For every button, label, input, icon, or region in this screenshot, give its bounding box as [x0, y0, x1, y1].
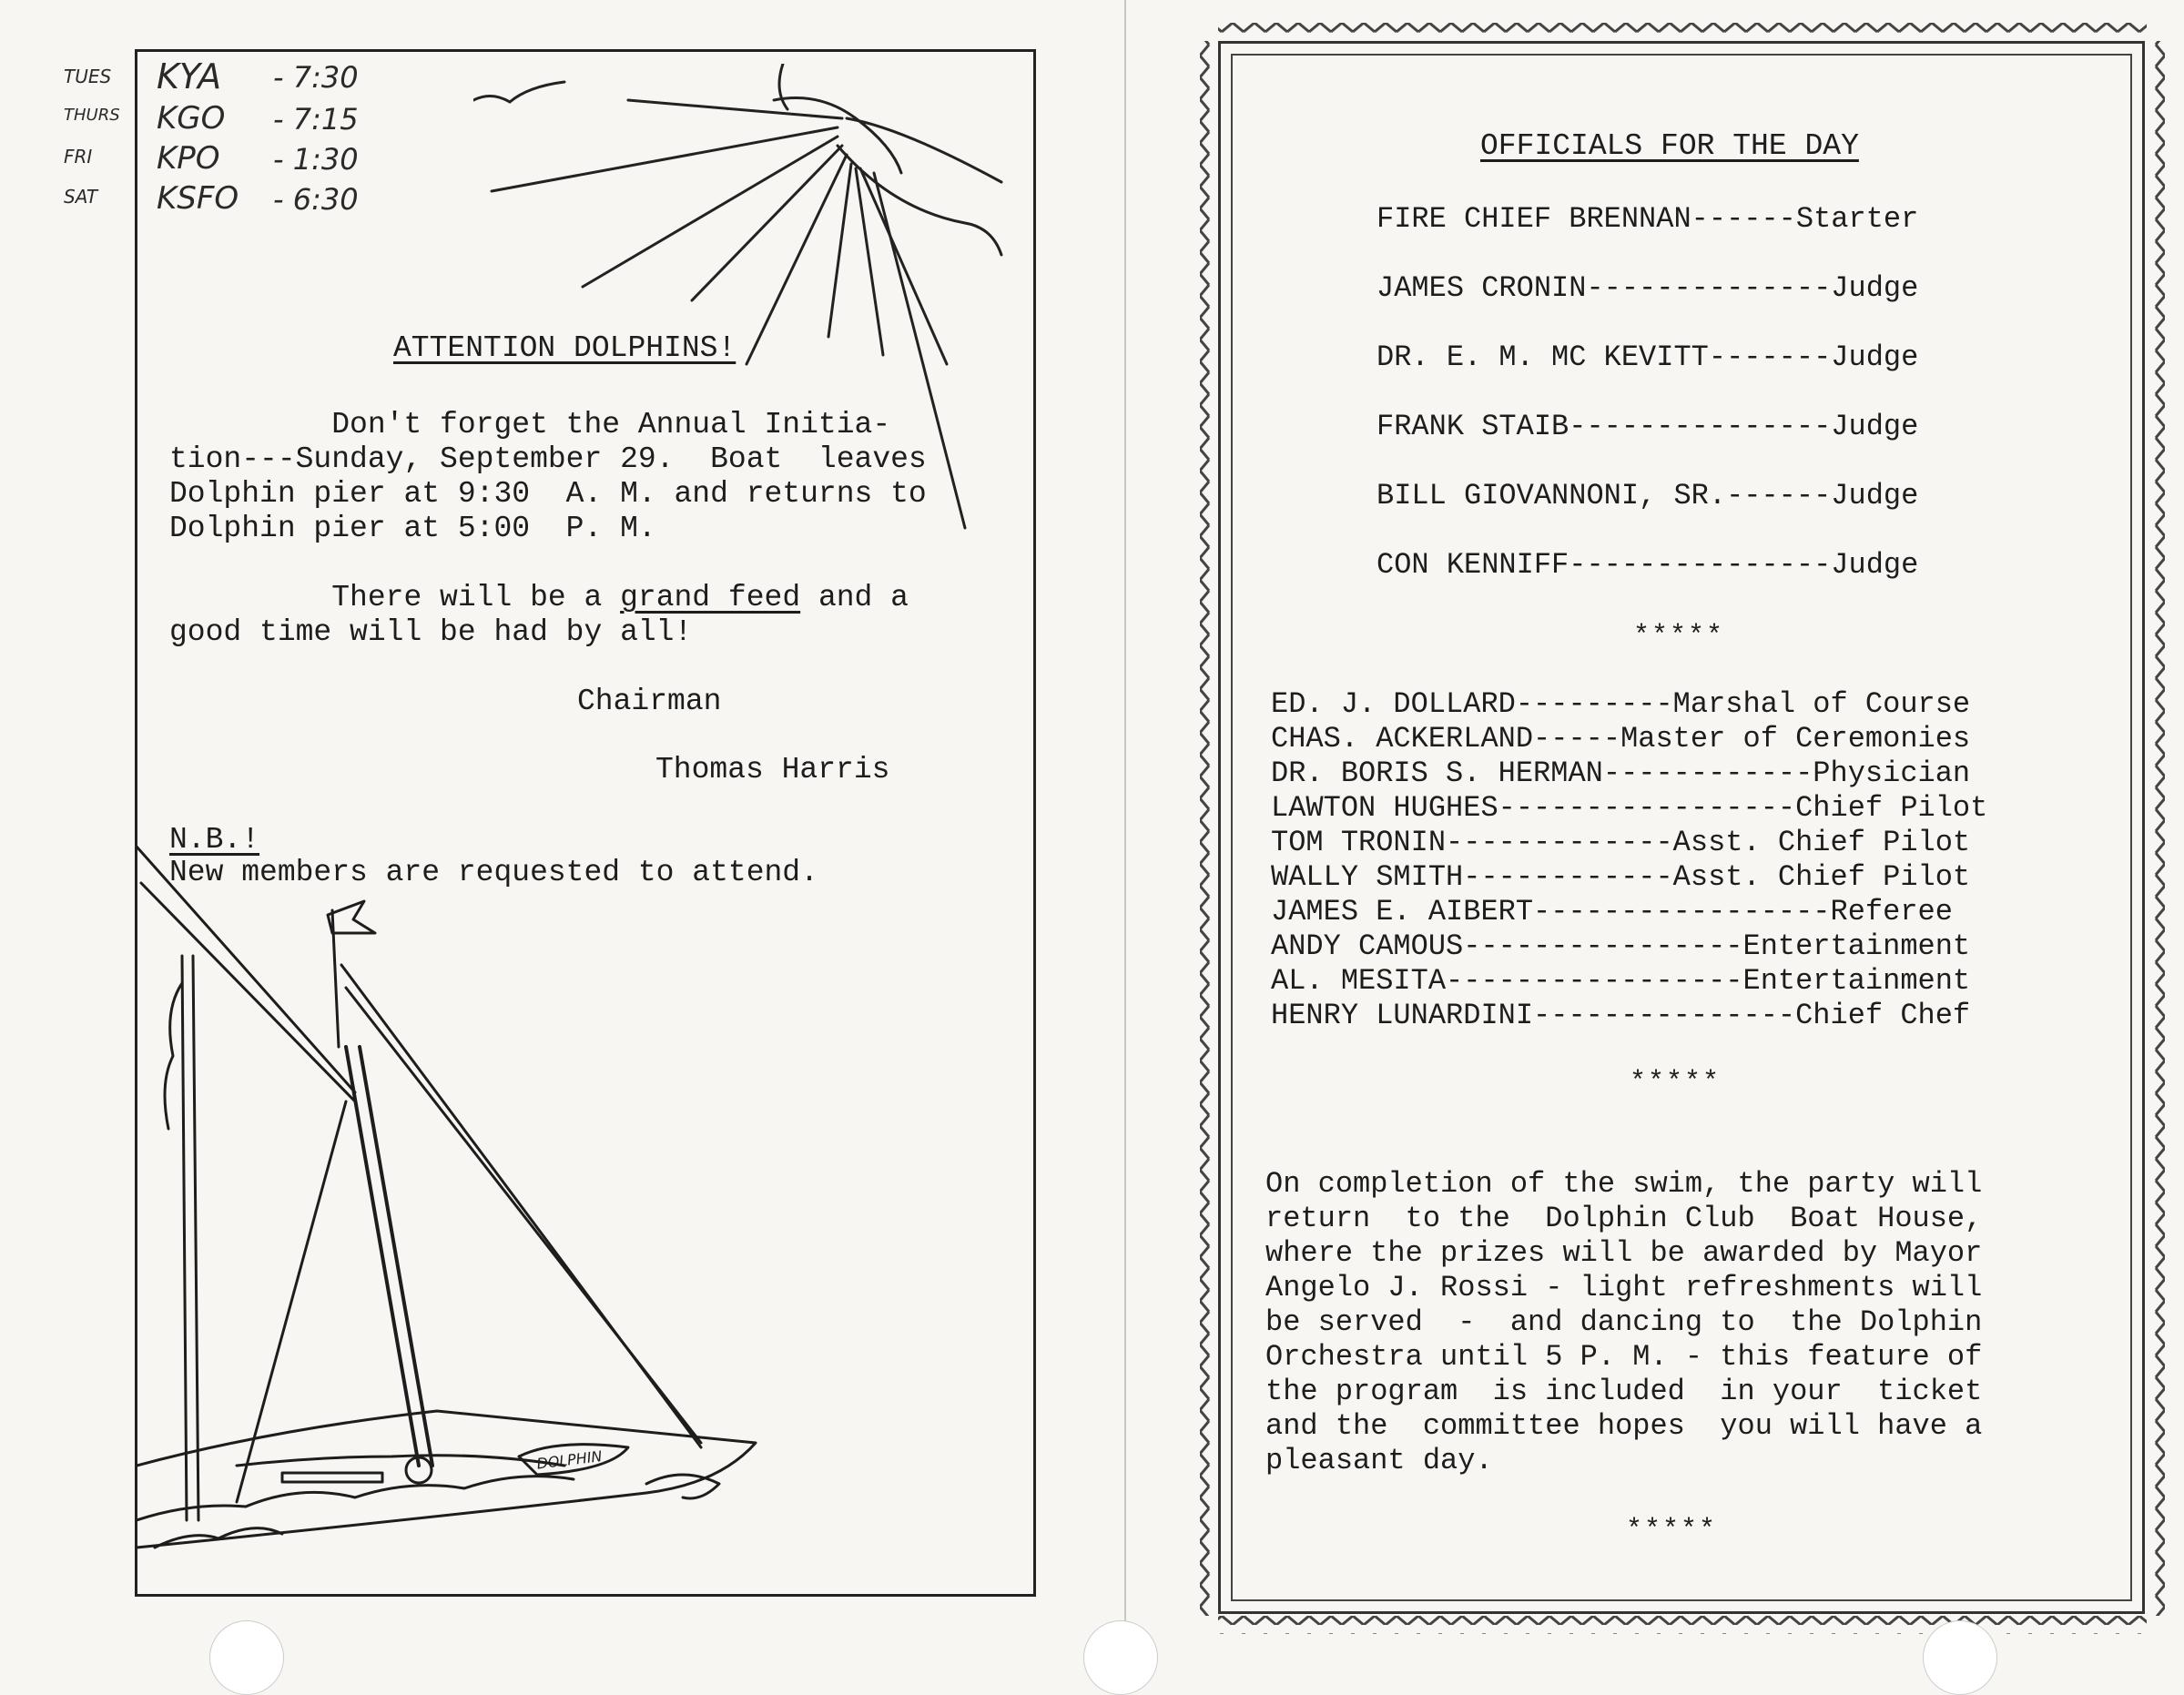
closing-line: the program is included in your ticket	[1265, 1375, 1983, 1408]
schedule-time: - 1:30	[273, 142, 359, 177]
separator-3: *****	[1626, 1515, 1718, 1546]
page-gutter	[1124, 0, 1126, 1677]
separator-1: *****	[1633, 621, 1725, 652]
paragraph-line: good time will be had by all!	[169, 615, 693, 649]
official-row: HENRY LUNARDINI---------------Chief Chef	[1271, 999, 1971, 1032]
schedule-time: - 7:30	[273, 60, 359, 95]
judge-row: FRANK STAIB---------------Judge	[1376, 410, 1919, 443]
schedule-station: KSFO	[157, 180, 239, 217]
left-heading: ATTENTION DOLPHINS!	[393, 331, 736, 365]
schedule-day: FRI	[64, 146, 93, 167]
punch-hole	[209, 1620, 284, 1695]
official-row: CHAS. ACKERLAND-----Master of Ceremonies	[1271, 722, 1971, 756]
paragraph-line: tion---Sunday, September 29. Boat leaves	[169, 442, 927, 476]
schedule-station: KGO	[157, 100, 226, 137]
chairman-label: Chairman	[577, 685, 722, 718]
sailboat-illustration	[137, 828, 774, 1575]
schedule-station: KPO	[157, 140, 220, 177]
closing-line: pleasant day.	[1265, 1444, 1493, 1477]
official-row: LAWTON HUGHES-----------------Chief Pilot	[1271, 791, 1988, 825]
official-row: DR. BORIS S. HERMAN------------Physician	[1271, 756, 1971, 790]
punch-hole	[1083, 1620, 1158, 1695]
judge-row: DR. E. M. MC KEVITT-------Judge	[1376, 340, 1919, 374]
schedule-station: KYA	[157, 56, 222, 96]
official-row: TOM TRONIN-------------Asst. Chief Pilot	[1271, 826, 1971, 859]
closing-line: return to the Dolphin Club Boat House,	[1265, 1202, 1983, 1235]
feed-underlined: grand feed	[620, 581, 801, 614]
judge-row: FIRE CHIEF BRENNAN------Starter	[1376, 202, 1919, 236]
judge-row: JAMES CRONIN--------------Judge	[1376, 271, 1919, 305]
schedule-day: TUES	[64, 66, 112, 87]
closing-line: On completion of the swim, the party will	[1265, 1167, 1983, 1201]
boat-name: DOLPHIN	[535, 1446, 604, 1473]
judges-list	[1376, 202, 1918, 617]
schedule-time: - 7:15	[273, 102, 359, 137]
nb-label: N.B.!	[169, 823, 260, 857]
schedule-day: THURS	[64, 106, 120, 125]
feed-paragraph	[169, 581, 909, 650]
paragraph-line: Dolphin pier at 5:00 P. M.	[169, 512, 656, 545]
right-heading: OFFICIALS FOR THE DAY	[1480, 129, 1859, 163]
feed-prefix: There will be a	[169, 581, 621, 614]
paragraph-line	[169, 581, 909, 615]
closing-line: and the committee hopes you will have a	[1265, 1409, 1983, 1443]
official-row: AL. MESITA-----------------Entertainment	[1271, 964, 1971, 998]
official-row: JAMES E. AIBERT-----------------Referee	[1271, 895, 1953, 929]
feed-suffix: and a	[800, 581, 909, 614]
schedule-day: SAT	[64, 186, 98, 208]
judge-row: CON KENNIFF---------------Judge	[1376, 548, 1919, 582]
closing-line: Orchestra until 5 P. M. - this feature of	[1265, 1340, 1983, 1374]
schedule-time: - 6:30	[273, 182, 359, 217]
initiation-paragraph	[169, 408, 927, 546]
official-row: WALLY SMITH------------Asst. Chief Pilot	[1271, 860, 1971, 894]
officials-list	[1271, 687, 1987, 1033]
closing-paragraph	[1265, 1167, 1982, 1478]
separator-2: *****	[1630, 1067, 1722, 1098]
paragraph-line: Don't forget the Annual Initia-	[169, 408, 891, 442]
paragraph-line: Dolphin pier at 9:30 A. M. and returns to	[169, 477, 927, 511]
official-row: ANDY CAMOUS----------------Entertainment	[1271, 929, 1971, 963]
closing-line: be served - and dancing to the Dolphin	[1265, 1305, 1983, 1339]
closing-line: where the prizes will be awarded by Mayor	[1265, 1236, 1983, 1270]
chairman-name: Thomas Harris	[655, 753, 890, 787]
closing-line: Angelo J. Rossi - light refreshments will	[1265, 1271, 1983, 1304]
judge-row: BILL GIOVANNONI, SR.------Judge	[1376, 479, 1919, 513]
punch-hole	[1923, 1620, 1997, 1695]
nb-text: New members are requested to attend.	[169, 856, 818, 889]
official-row: ED. J. DOLLARD---------Marshal of Course	[1271, 687, 1971, 721]
